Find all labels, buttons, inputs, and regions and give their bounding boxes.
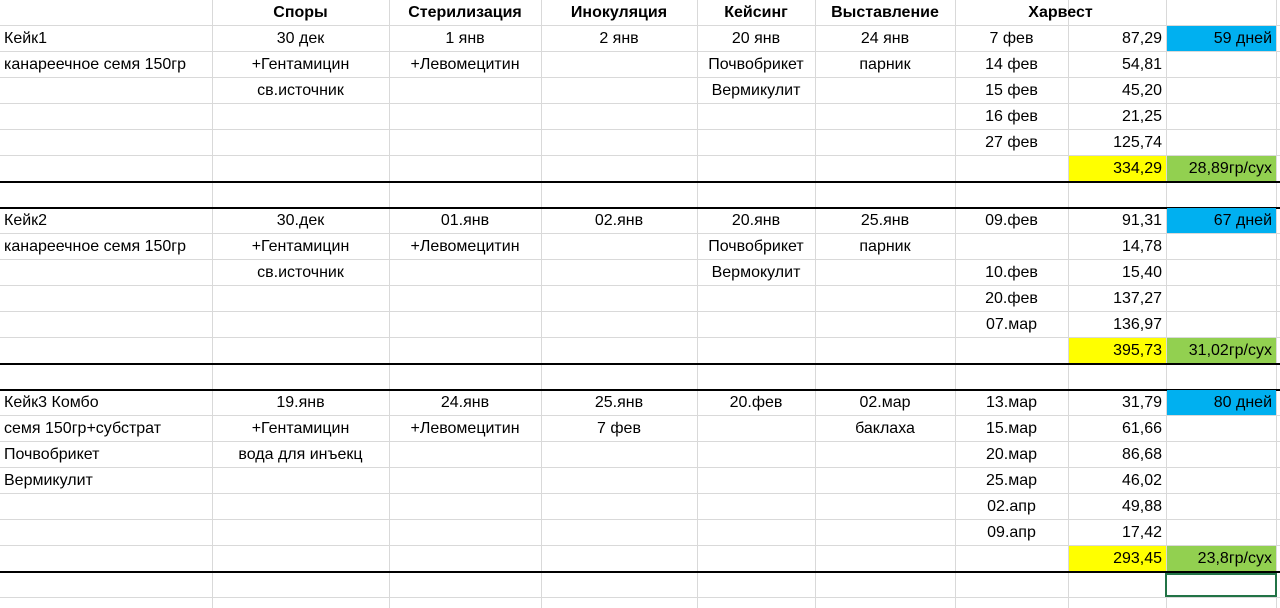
table-cell[interactable]: 136,97	[1113, 316, 1162, 333]
table-cell[interactable]: канареечное семя 150гр	[4, 56, 186, 73]
table-cell[interactable]: Вермикулит	[711, 82, 801, 99]
table-cell[interactable]: 25.янв	[860, 212, 910, 229]
table-cell[interactable]: парник	[859, 56, 911, 73]
table-cell[interactable]: 30 дек	[276, 30, 325, 47]
table-cell[interactable]: 31,79	[1121, 394, 1162, 411]
column-gridline	[541, 0, 542, 608]
column-gridline	[815, 0, 816, 608]
table-cell[interactable]: св.источник	[257, 264, 344, 281]
table-cell[interactable]: 25.мар	[985, 472, 1038, 489]
table-cell[interactable]: Почвобрикет	[708, 238, 804, 255]
table-cell[interactable]: Кейк1	[4, 30, 48, 47]
column-gridline	[389, 0, 390, 608]
table-cell[interactable]: 13.мар	[985, 394, 1038, 411]
table-cell[interactable]: 54,81	[1121, 56, 1162, 73]
table-cell[interactable]: 07.мар	[985, 316, 1038, 333]
table-cell[interactable]: 7 фев	[989, 30, 1034, 47]
table-cell[interactable]: 27 фев	[985, 134, 1038, 151]
table-cell[interactable]: +Левомецитин	[410, 56, 520, 73]
table-cell[interactable]: 1 янв	[445, 30, 485, 47]
table-cell[interactable]: 87,29	[1121, 30, 1162, 47]
table-cell[interactable]: 25.янв	[594, 394, 644, 411]
table-cell[interactable]: 24.янв	[440, 394, 490, 411]
table-cell[interactable]: 02.мар	[859, 394, 911, 411]
column-gridline	[1276, 0, 1277, 608]
table-cell[interactable]: Кейк2	[4, 212, 48, 229]
table-cell[interactable]: 15 фев	[985, 82, 1038, 99]
table-cell[interactable]: 45,20	[1121, 82, 1162, 99]
table-cell[interactable]: 24 янв	[860, 30, 910, 47]
table-cell[interactable]: 59 дней	[1213, 30, 1272, 47]
table-cell[interactable]: 02.янв	[594, 212, 644, 229]
table-cell[interactable]: +Левомецитин	[410, 238, 520, 255]
harvest-total[interactable]: 395,73	[1113, 342, 1162, 359]
table-cell[interactable]: Вермикулит	[4, 472, 93, 489]
table-cell[interactable]: 61,66	[1121, 420, 1162, 437]
table-cell[interactable]: 02.апр	[987, 498, 1036, 515]
table-cell[interactable]: +Левомецитин	[410, 420, 520, 437]
table-cell[interactable]: 80 дней	[1213, 394, 1272, 411]
column-header[interactable]: Споры	[273, 4, 328, 21]
table-cell[interactable]: Почвобрикет	[708, 56, 804, 73]
table-cell[interactable]: канареечное семя 150гр	[4, 238, 186, 255]
column-header[interactable]: Кейсинг	[724, 4, 788, 21]
table-cell[interactable]: 15,40	[1121, 264, 1162, 281]
table-cell[interactable]: баклаха	[855, 420, 915, 437]
column-header[interactable]: Стерилизация	[408, 4, 522, 21]
table-cell[interactable]: 30.дек	[276, 212, 325, 229]
table-cell[interactable]: св.источник	[257, 82, 344, 99]
table-cell[interactable]: 17,42	[1121, 524, 1162, 541]
yield-per-dry[interactable]: 23,8гр/сух	[1197, 550, 1272, 567]
table-cell[interactable]: 10.фев	[985, 264, 1038, 281]
table-cell[interactable]: Вермокулит	[711, 264, 801, 281]
table-cell[interactable]: 14,78	[1121, 238, 1162, 255]
table-cell[interactable]: Почвобрикет	[4, 446, 100, 463]
table-cell[interactable]: 01.янв	[440, 212, 490, 229]
selected-cell-outline[interactable]	[1165, 573, 1277, 597]
table-cell[interactable]: +Гентамицин	[251, 56, 350, 73]
table-cell[interactable]: 86,68	[1121, 446, 1162, 463]
table-cell[interactable]: 46,02	[1121, 472, 1162, 489]
table-cell[interactable]: вода для инъекц	[238, 446, 363, 463]
harvest-total[interactable]: 334,29	[1113, 160, 1162, 177]
table-cell[interactable]: 15.мар	[985, 420, 1038, 437]
table-cell[interactable]: семя 150гр+субстрат	[4, 420, 162, 437]
row-gridline	[0, 597, 1280, 598]
table-cell[interactable]: 14 фев	[985, 56, 1038, 73]
column-header[interactable]: Инокуляция	[570, 4, 668, 21]
table-cell[interactable]: 67 дней	[1213, 212, 1272, 229]
table-cell[interactable]: 09.апр	[987, 524, 1036, 541]
table-cell[interactable]: 20.фев	[729, 394, 783, 411]
table-cell[interactable]: 125,74	[1113, 134, 1162, 151]
table-cell[interactable]: парник	[859, 238, 911, 255]
table-cell[interactable]: +Гентамицин	[251, 238, 350, 255]
table-cell[interactable]: 20 янв	[731, 30, 781, 47]
table-cell[interactable]: 21,25	[1121, 108, 1162, 125]
table-cell[interactable]: 16 фев	[985, 108, 1038, 125]
column-gridline	[1166, 0, 1167, 608]
table-cell[interactable]: Кейк3 Комбо	[4, 394, 99, 411]
table-cell[interactable]: 19.янв	[276, 394, 325, 411]
table-cell[interactable]: 20.фев	[985, 290, 1038, 307]
table-cell[interactable]: 137,27	[1113, 290, 1162, 307]
yield-per-dry[interactable]: 31,02гр/сух	[1188, 342, 1272, 359]
table-cell[interactable]: 20.янв	[731, 212, 781, 229]
table-cell[interactable]: +Гентамицин	[251, 420, 350, 437]
table-cell[interactable]: 7 фев	[597, 420, 641, 437]
table-cell[interactable]: 91,31	[1121, 212, 1162, 229]
column-header[interactable]: Выставление	[831, 4, 939, 21]
table-cell[interactable]: 09.фев	[985, 212, 1038, 229]
column-header[interactable]: Харвест	[1028, 4, 1093, 21]
yield-per-dry[interactable]: 28,89гр/сух	[1188, 160, 1272, 177]
harvest-total[interactable]: 293,45	[1113, 550, 1162, 567]
table-cell[interactable]: 2 янв	[599, 30, 639, 47]
table-cell[interactable]: 49,88	[1121, 498, 1162, 515]
table-cell[interactable]: 20.мар	[985, 446, 1038, 463]
